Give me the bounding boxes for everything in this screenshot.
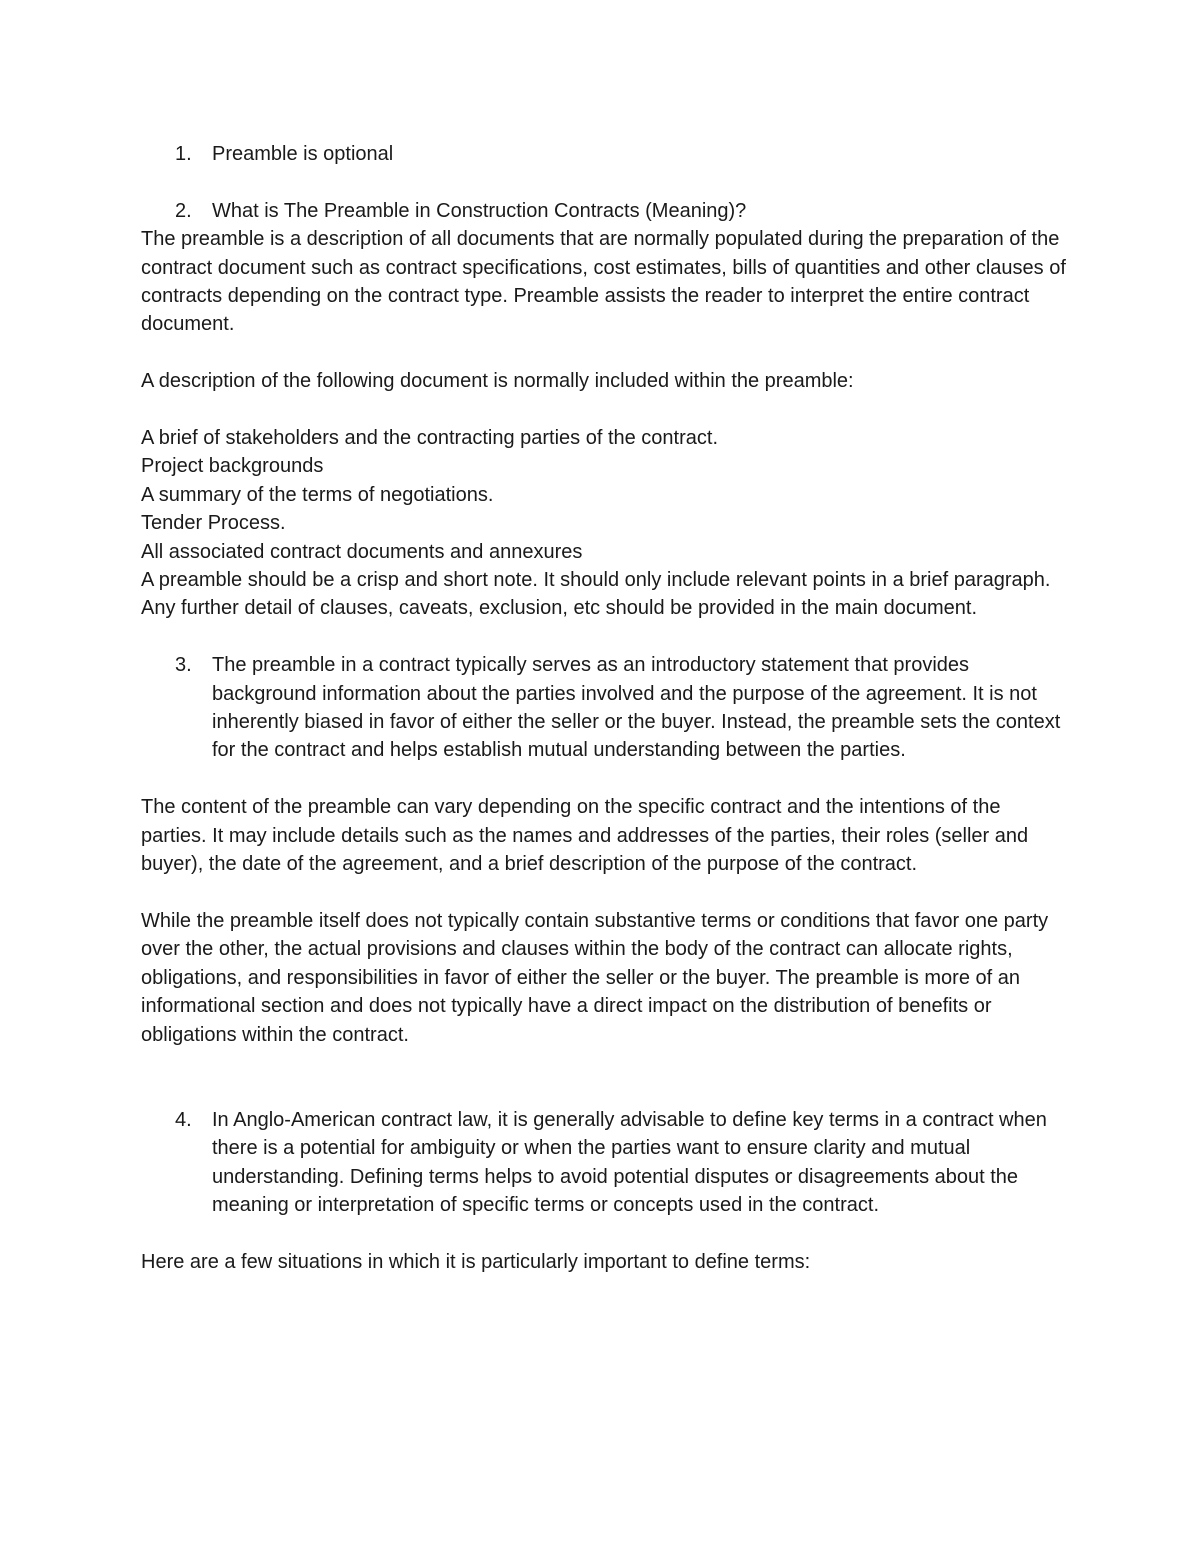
- paragraph-situations-intro: Here are a few situations in which it is particularly important to define terms:: [141, 1250, 811, 1273]
- item-text: What is The Preamble in Construction Contracts (Meaning)?: [212, 199, 747, 222]
- list-line: All associated contract documents and annexures: [141, 540, 583, 563]
- paragraph-description-intro: A description of the following document is normally included within the preamble:: [141, 370, 854, 393]
- item-text: In Anglo-American contract law, it is generally advisable to define key terms in a contract when there is a potential for ambiguity or when the parties want to ensure clarity and mutual understanding. Defining terms helps to avoid potential disputes or disagreements about the meaning or interpretation of specific terms or concepts used in the contract.: [212, 1108, 1047, 1216]
- document-page: [141, 140, 1071, 1276]
- numbered-item-4: [141, 1106, 1071, 1220]
- numbered-item-2: [141, 197, 1071, 225]
- paragraph-not-substantive: While the preamble itself does not typically contain substantive terms or conditions that favor one party over the other, the actual provisions and clauses within the body of the contract can allocate rights, obligations, and responsibilities in favor of either the seller or the buyer. The preamble is more of an informational section and does not typically have a direct impact on the distribution of benefits or obligations within the contract.: [141, 909, 1049, 1046]
- paragraph-crisp-note: A preamble should be a crisp and short note. It should only include relevant points in a brief paragraph. Any further detail of clauses, caveats, exclusion, etc should be provided in the main document.: [141, 569, 1051, 620]
- list-line: A brief of stakeholders and the contracting parties of the contract.: [141, 427, 719, 450]
- item-number: 3.: [175, 654, 192, 677]
- numbered-item-3: [141, 651, 1071, 765]
- list-line: Project backgrounds: [141, 455, 324, 478]
- list-line: Tender Process.: [141, 512, 286, 535]
- item-number: 4.: [175, 1108, 192, 1131]
- item-text: Preamble is optional: [212, 143, 394, 165]
- item-number: 1.: [175, 143, 192, 165]
- numbered-item-1: [141, 140, 1071, 168]
- item-text: The preamble in a contract typically serves as an introductory statement that provides background information about the parties involved and the purpose of the agreement. It is not inherently biased in favor of either the seller or the buyer. Instead, the preamble sets the context for the contract and helps establish mutual understanding between the parties.: [212, 654, 1061, 762]
- list-line: A summary of the terms of negotiations.: [141, 483, 494, 506]
- paragraph-content-varies: The content of the preamble can vary depending on the specific contract and the intentions of the parties. It may include details such as the names and addresses of the parties, their roles (seller and buyer), the date of the agreement, and a brief description of the purpose of the contract.: [141, 796, 1029, 876]
- paragraph-preamble-description: The preamble is a description of all documents that are normally populated during the preparation of the contract document such as contract specifications, cost estimates, bills of quantities and other clauses of contracts depending on the contract type. Preamble assists the reader to interpret the entire contract document.: [141, 228, 1066, 336]
- item-number: 2.: [175, 199, 192, 222]
